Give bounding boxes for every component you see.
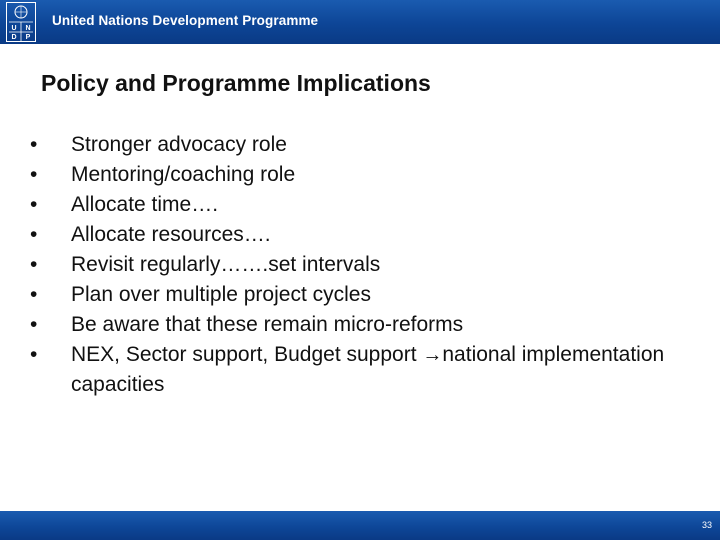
bullet-text: Mentoring/coaching role [71, 163, 296, 186]
bullet-item [30, 310, 670, 340]
svg-text:N: N [25, 25, 31, 32]
bullet-text: Plan over multiple project cycles [71, 283, 371, 306]
bullet-dot: • [30, 133, 38, 156]
bullet-text: Be aware that these remain micro-reforms [71, 313, 464, 336]
header-bar [0, 0, 720, 44]
slide-title: Policy and Programme Implications [41, 70, 431, 96]
bullet-text: NEX, Sector support, Budget support [71, 343, 423, 366]
svg-text:D: D [11, 34, 17, 41]
bullet-item [30, 340, 670, 400]
page-number: 33 [701, 520, 712, 530]
bullet-dot: • [30, 343, 38, 366]
organization-name: United Nations Development Programme [52, 13, 319, 28]
bullet-item [30, 280, 670, 310]
bullet-item [30, 220, 670, 250]
bullet-dot: • [30, 283, 38, 306]
bullet-text-continued: national implementation capacities [71, 343, 665, 396]
bullet-text: Allocate time…. [71, 193, 219, 216]
bullet-dot: • [30, 313, 38, 336]
bullet-dot: • [30, 253, 38, 276]
bullet-dot: • [30, 223, 38, 246]
svg-text:U: U [11, 25, 17, 32]
un-emblem-icon [6, 2, 36, 42]
bullet-item [30, 130, 670, 160]
bullet-list [30, 130, 670, 400]
bullet-dot: • [30, 163, 38, 186]
bullet-item [30, 250, 670, 280]
bullet-text: Revisit regularly…….set intervals [71, 253, 381, 276]
right-arrow-icon: → [422, 344, 443, 366]
footer-bar [0, 511, 720, 540]
svg-text:P: P [25, 34, 31, 41]
bullet-item [30, 160, 670, 190]
bullet-text: Stronger advocacy role [71, 133, 287, 156]
bullet-dot: • [30, 193, 38, 216]
bullet-item [30, 190, 670, 220]
bullet-text: Allocate resources…. [71, 223, 271, 246]
